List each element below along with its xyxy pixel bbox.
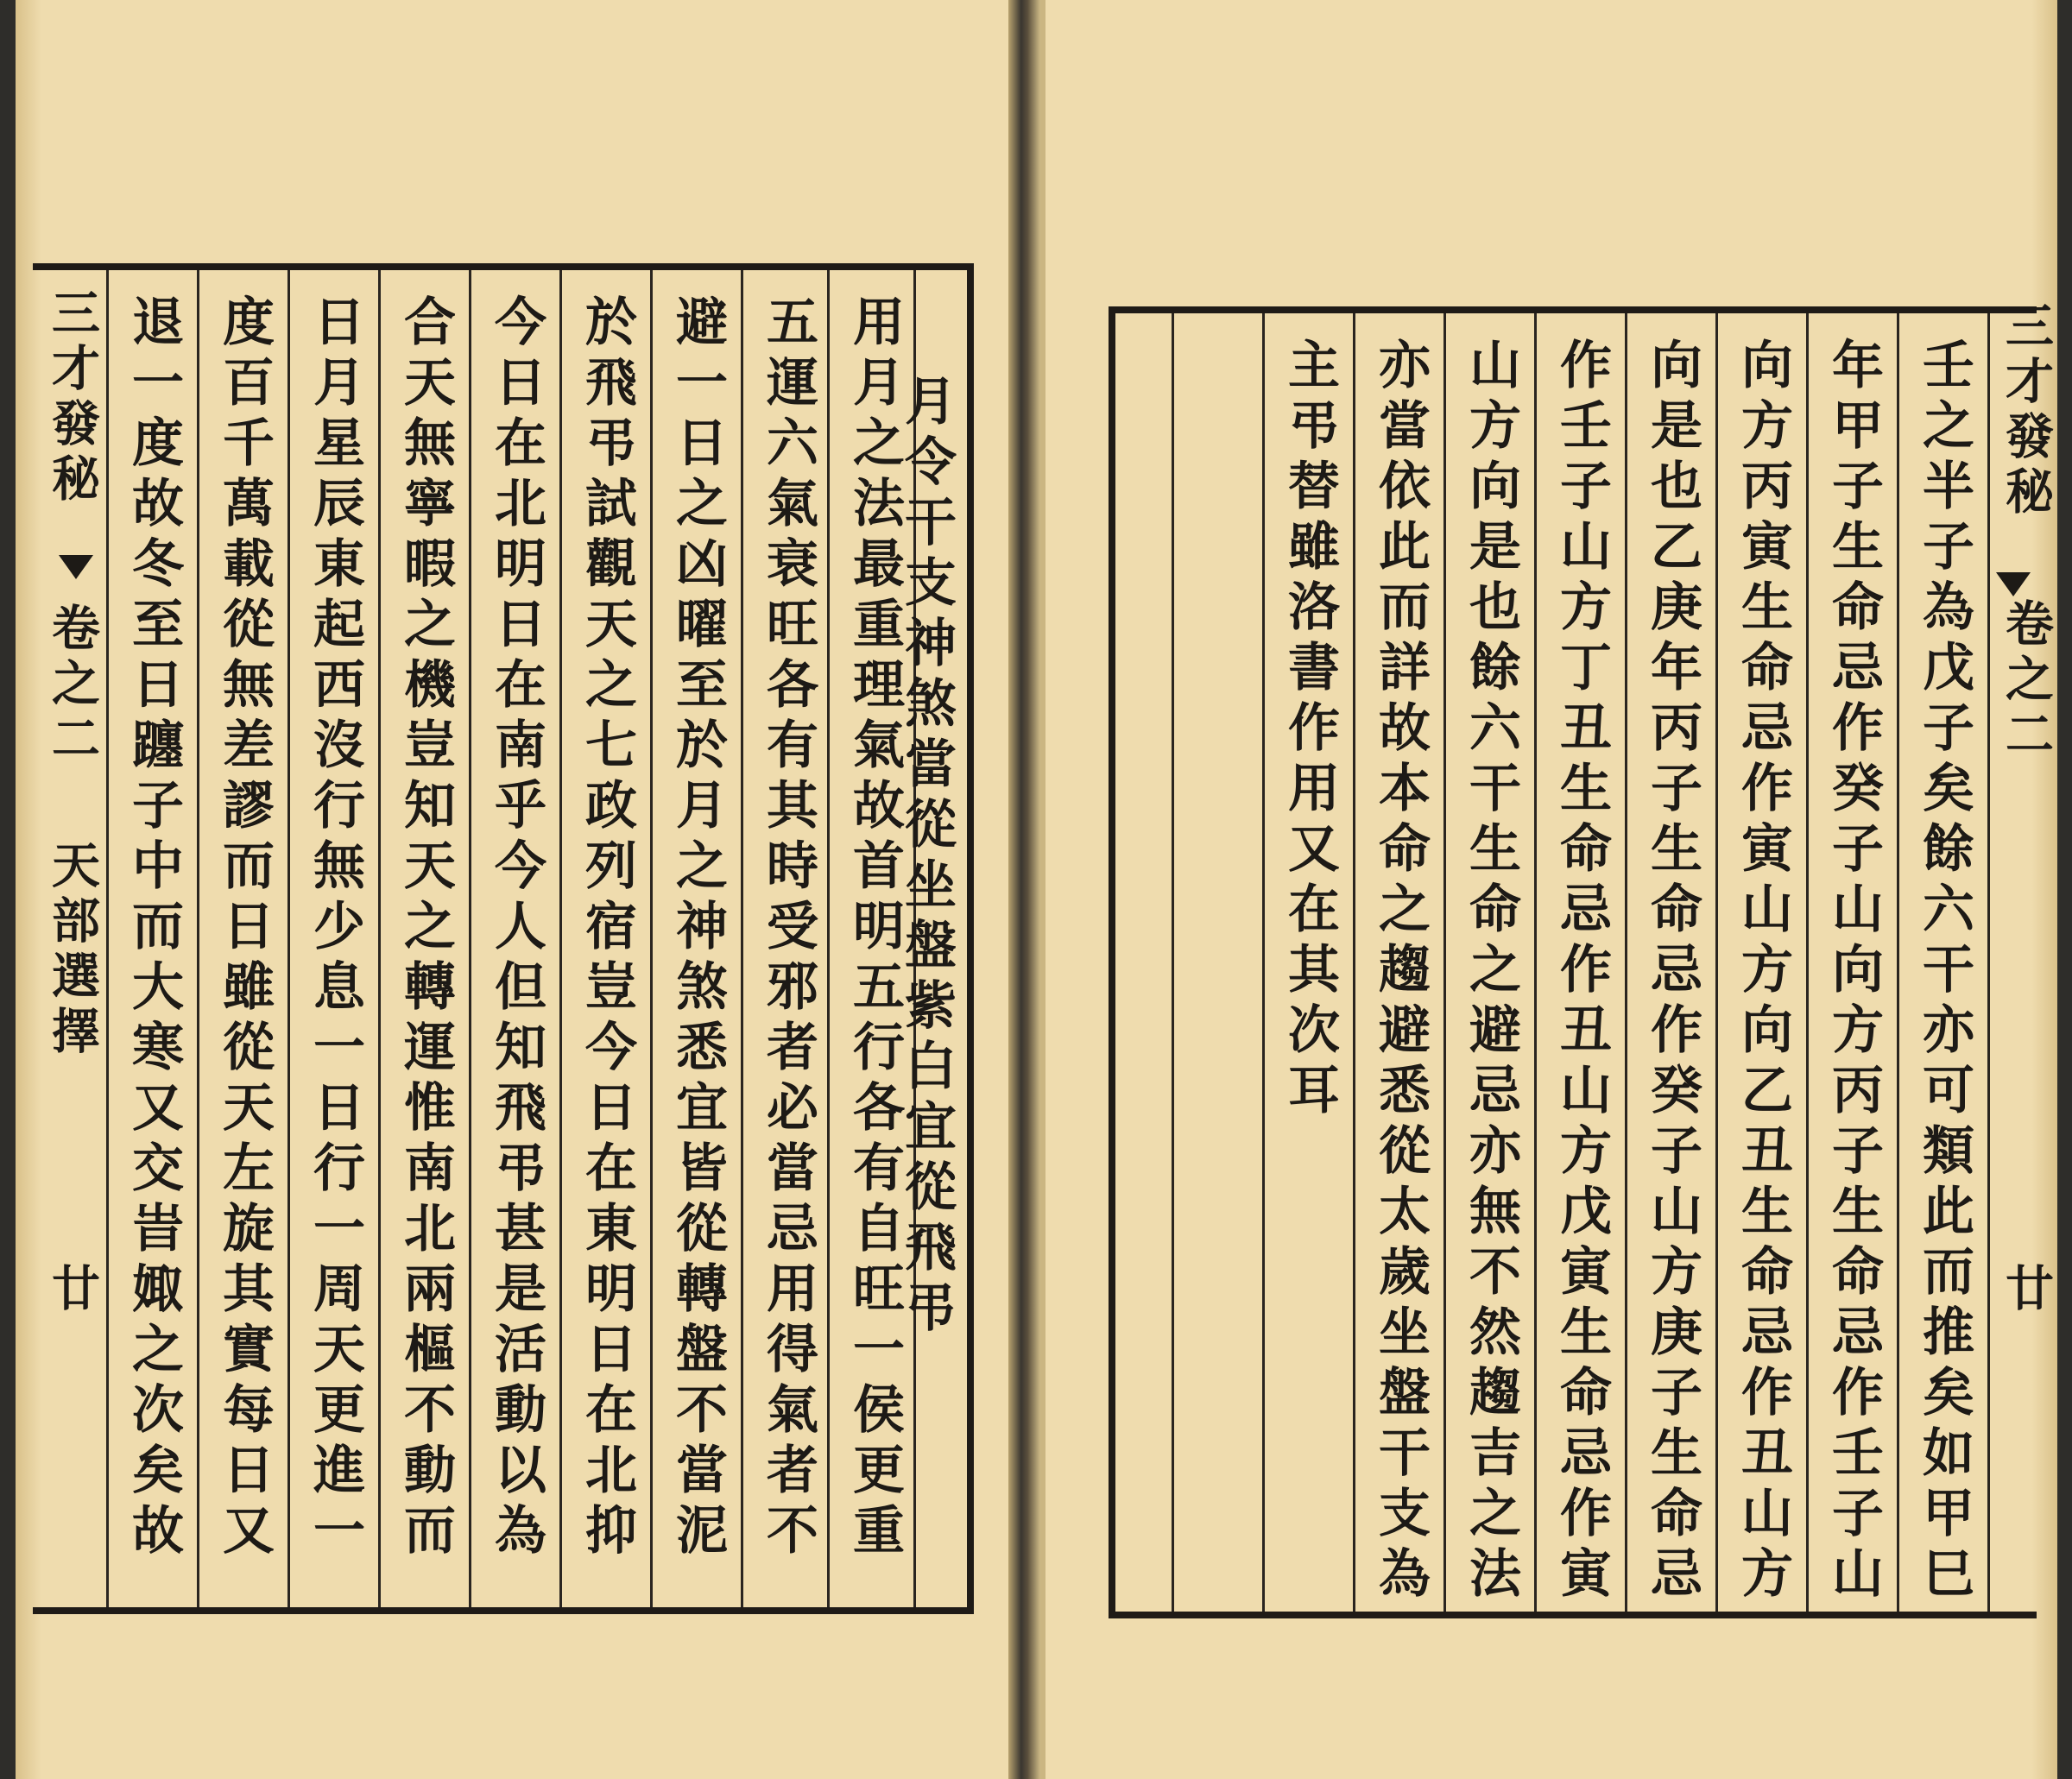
left-book-title: 三才發秘: [44, 287, 101, 508]
column-rule: [1172, 313, 1174, 1612]
column-rule: [1625, 313, 1627, 1612]
right-column-5: 作壬子山方丁丑生命忌作丑山方戊寅生命忌作寅: [1551, 338, 1612, 1606]
column-rule: [106, 270, 109, 1607]
column-rule: [827, 270, 830, 1607]
column-rule: [559, 270, 562, 1607]
right-column-2: 年甲子生命忌作癸子山向方丙子生命忌作壬子山: [1823, 338, 1884, 1606]
column-rule: [287, 270, 290, 1607]
right-text-frame: [1109, 300, 2055, 1618]
left-page: [16, 0, 1015, 1779]
left-column-2: 用月之法最重理氣故首明五行各有自旺一侯更重: [844, 294, 905, 1563]
column-rule: [197, 270, 199, 1607]
left-page-number: 廿: [44, 1263, 101, 1318]
right-volume: 卷之二: [1998, 598, 2055, 764]
right-book-title: 三才發秘: [1998, 300, 2055, 521]
column-rule: [1897, 313, 1899, 1612]
column-rule: [1262, 313, 1265, 1612]
right-column-6: 山方向是也餘六干生命之避忌亦無不然趨吉之法: [1461, 338, 1521, 1606]
left-column-3: 五運六氣衰旺各有其時受邪者必當忌用得氣者不: [758, 294, 818, 1563]
right-column-1: 壬之半子為戊子矣餘六干亦可類此而推矣如甲巳: [1914, 338, 1974, 1606]
left-volume: 卷之二: [44, 602, 101, 768]
left-column-9: 度百千萬載從無差謬而日雖從天左旋其實每日又: [214, 294, 275, 1563]
right-fishtail-mark: [1996, 572, 2031, 596]
right-column-4: 向是也乙庚年丙子生命忌作癸子山方庚子生命忌: [1642, 338, 1702, 1606]
column-rule: [650, 270, 653, 1607]
left-text-frame: [33, 263, 974, 1614]
right-column-7: 亦當依此而詳故本命之趨避悉從太歲坐盤干支為: [1370, 338, 1431, 1606]
left-column-10: 退一度故冬至日躔子中而大寒又交旹娵之次矣故: [123, 294, 184, 1563]
right-column-3: 向方丙寅生命忌作寅山方向乙丑生命忌作丑山方: [1733, 338, 1793, 1606]
left-column-1-heading: 月令干支神煞當從坐盤紫白宜從飛弔: [896, 374, 957, 1341]
left-section: 天部選擇: [44, 840, 101, 1061]
column-rule: [1715, 313, 1718, 1612]
column-rule: [1987, 313, 1990, 1612]
column-rule: [1353, 313, 1355, 1612]
left-column-8: 日月星辰東起西沒行無少息一日行一周天更進一: [305, 294, 365, 1563]
column-rule: [469, 270, 471, 1607]
right-page-number: 廿: [1998, 1263, 2055, 1318]
left-fishtail-mark: [59, 555, 93, 579]
column-rule: [378, 270, 381, 1607]
column-rule: [1443, 313, 1446, 1612]
column-rule: [741, 270, 743, 1607]
column-rule: [1534, 313, 1537, 1612]
column-rule: [1806, 313, 1809, 1612]
left-column-7: 合天無寧暇之機豈知天之轉運惟南北兩樞不動而: [395, 294, 456, 1563]
left-column-6: 今日在北明日在南乎今人但知飛弔甚是活動以為: [486, 294, 546, 1563]
left-column-4: 避一日之凶曜至於月之神煞悉宜皆從轉盤不當泥: [667, 294, 728, 1563]
book-gutter: [1008, 0, 1040, 1779]
right-page: [1040, 0, 2057, 1779]
right-column-8: 主弔替雖洛書作用又在其次耳: [1279, 338, 1340, 1123]
left-column-5: 於飛弔試觀天之七政列宿豈今日在東明日在北抑: [577, 294, 637, 1563]
